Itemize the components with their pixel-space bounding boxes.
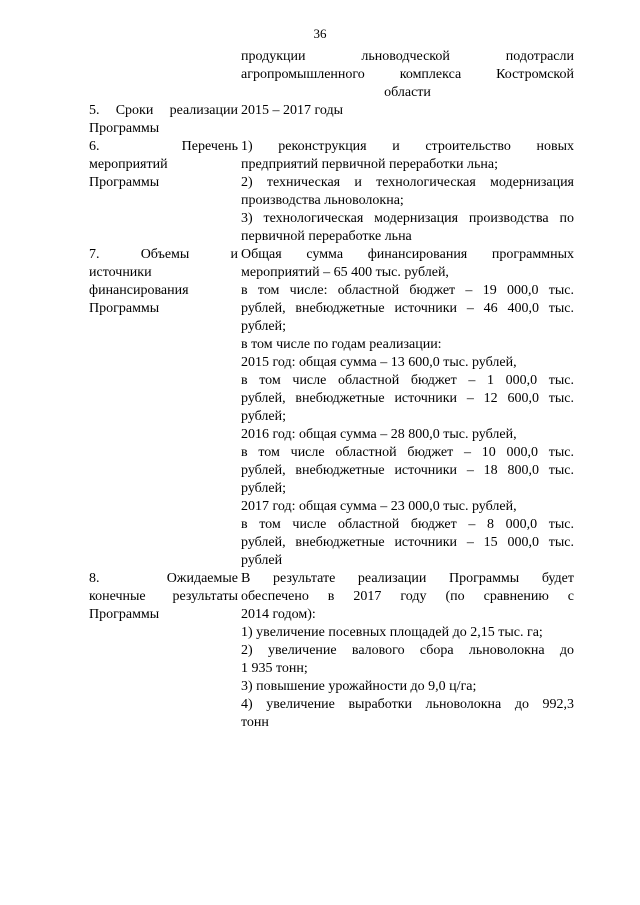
value-line: в том числе: областной бюджет – 19 000,0 тыс. — [241, 283, 574, 298]
label-line: конечные результаты — [89, 589, 238, 604]
value-line: 1 935 тонн; — [241, 661, 308, 676]
value-line: 3) повышение урожайности до 9,0 ц/га; — [241, 679, 477, 694]
value-line: в том числе областной бюджет – 8 000,0 тыс. — [241, 517, 574, 532]
page-number: 36 — [313, 26, 327, 41]
table-row — [89, 102, 574, 138]
value-line: 2015 – 2017 годы — [241, 103, 344, 118]
value-line: продукции льноводческой подотрасли — [241, 49, 574, 64]
label-line: 6. Перечень — [89, 139, 238, 154]
table-row — [89, 246, 574, 570]
value-line: производства льноволокна; — [241, 193, 404, 208]
value-line: предприятий первичной переработки льна; — [241, 157, 498, 172]
value-line: рублей — [241, 553, 283, 568]
value-line: рублей; — [241, 319, 286, 334]
value-line: 2016 год: общая сумма – 28 800,0 тыс. рублей, — [241, 427, 517, 442]
row-label — [89, 570, 238, 624]
value-line: в том числе по годам реализации: — [241, 337, 442, 352]
label-line: Программы — [89, 301, 160, 316]
label-line: мероприятий — [89, 157, 168, 172]
value-line: рублей; — [241, 409, 286, 424]
value-line: 2) увеличение валового сбора льноволокна до — [241, 643, 574, 658]
value-line: В результате реализации Программы будет — [241, 571, 574, 586]
label-line: Программы — [89, 121, 160, 136]
table-row — [89, 138, 574, 246]
value-line: в том числе областной бюджет – 1 000,0 тыс. — [241, 373, 574, 388]
row-label — [89, 246, 238, 318]
row-value — [238, 48, 574, 102]
table-row — [89, 48, 574, 102]
value-line: 2014 годом): — [241, 607, 316, 622]
label-line: источники — [89, 265, 152, 280]
row-value — [238, 138, 574, 246]
value-line: рублей, внебюджетные источники – 12 600,0 тыс. — [241, 391, 574, 406]
value-line: агропромышленного комплекса Костромской — [241, 67, 574, 82]
row-label — [89, 138, 238, 192]
value-line: 3) технологическая модернизация производства по — [241, 211, 574, 226]
value-line: 4) увеличение выработки льноволокна до 992,3 — [241, 697, 574, 712]
value-line: 1) реконструкция и строительство новых — [241, 139, 574, 154]
value-line: 2) техническая и технологическая модернизация — [241, 175, 574, 190]
row-value — [238, 102, 574, 120]
value-line: рублей, внебюджетные источники – 46 400,0 тыс. — [241, 301, 574, 316]
value-line: рублей, внебюджетные источники – 18 800,0 тыс. — [241, 463, 574, 478]
row-value — [238, 246, 574, 570]
label-line: 7. Объемы и — [89, 247, 238, 262]
value-line: мероприятий – 65 400 тыс. рублей, — [241, 265, 449, 280]
value-line: 1) увеличение посевных площадей до 2,15 тыс. га; — [241, 625, 543, 640]
row-value — [238, 570, 574, 732]
value-line: области — [384, 85, 431, 100]
value-line: в том числе областной бюджет – 10 000,0 тыс. — [241, 445, 574, 460]
passport-table — [89, 48, 574, 732]
label-line: Программы — [89, 607, 160, 622]
value-line: тонн — [241, 715, 269, 730]
table-row — [89, 570, 574, 732]
value-line: 2015 год: общая сумма – 13 600,0 тыс. рублей, — [241, 355, 517, 370]
value-line: 2017 год: общая сумма – 23 000,0 тыс. рублей, — [241, 499, 517, 514]
value-line: рублей, внебюджетные источники – 15 000,0 тыс. — [241, 535, 574, 550]
label-line: 5. Сроки реализации — [89, 103, 238, 118]
value-line: обеспечено в 2017 году (по сравнению с — [241, 589, 574, 604]
row-label — [89, 102, 238, 138]
value-line: рублей; — [241, 481, 286, 496]
value-line: первичной переработке льна — [241, 229, 412, 244]
label-line: 8. Ожидаемые — [89, 571, 238, 586]
label-line: финансирования — [89, 283, 189, 298]
label-line: Программы — [89, 175, 160, 190]
value-line: Общая сумма финансирования программных — [241, 247, 574, 262]
